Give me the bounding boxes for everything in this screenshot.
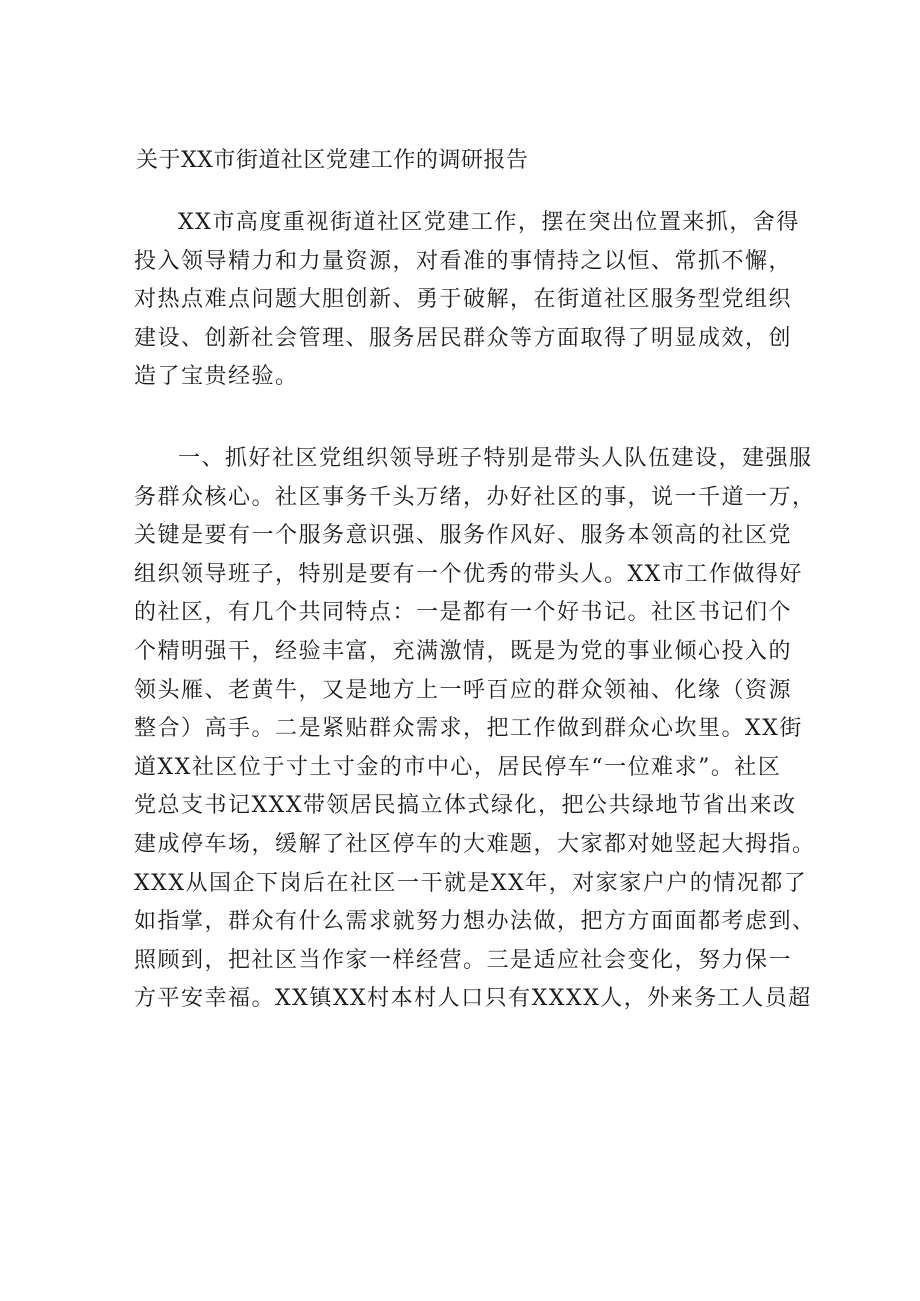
paragraph-line: 党总支书记XXX带领居民搞立体式绿化，把公共绿地节省出来改 [134, 793, 797, 819]
paragraph-line: XXX从国企下岗后在社区一干就是XX年，对家家户户的情况都了 [134, 870, 808, 896]
paragraph-line: 关键是要有一个服务意识强、服务作风好、服务本领高的社区党 [134, 523, 793, 549]
paragraph-line: 建成停车场，缓解了社区停车的大难题，大家都对她竖起大拇指。 [134, 831, 816, 857]
paragraph-line: 个精明强干，经验丰富，充满激情，既是为党的事业倾心投入的 [134, 638, 793, 664]
paragraph-line: 方平安幸福。XX镇XX村本村人口只有XXXX人，外来务工人员超 [134, 986, 812, 1012]
paragraph-line: 建设、创新社会管理、服务居民群众等方面取得了明显成效，创 [134, 325, 793, 351]
paragraph-line: 如指掌，群众有什么需求就努力想办法做，把方方面面都考虑到、 [134, 909, 816, 935]
paragraph-line: 道XX社区位于寸土寸金的市中心，居民停车“一位难求”。社区 [134, 754, 782, 780]
paragraph-line: 组织领导班子，特别是要有一个优秀的带头人。XX市工作做得好 [134, 561, 803, 587]
paragraph-line: 一、抓好社区党组织领导班子特别是带头人队伍建设，建强服 [178, 446, 813, 471]
paragraph-line: 造了宝贵经验。 [134, 364, 299, 390]
paragraph-line: 投入领导精力和力量资源，对看准的事情持之以恒、常抓不懈， [134, 248, 793, 274]
document-title: 关于XX市街道社区党建工作的调研报告 [136, 148, 529, 173]
paragraph-line: 照顾到，把社区当作家一样经营。三是适应社会变化，努力保一 [134, 947, 793, 973]
paragraph-line: 务群众核心。社区事务千头万绪，办好社区的事，说一千道一万， [134, 484, 816, 510]
paragraph-line: 对热点难点问题大胆创新、勇于破解，在街道社区服务型党组织 [134, 287, 793, 313]
paragraph-line: 整合）高手。二是紧贴群众需求，把工作做到群众心坎里。XX街 [134, 716, 803, 742]
intro-paragraph [134, 204, 800, 397]
paragraph-line: XX市高度重视街道社区党建工作，摆在突出位置来抓，舍得 [178, 210, 800, 235]
paragraph-line: 领头雁、老黄牛，又是地方上一呼百应的群众领袖、化缘（资源 [134, 677, 793, 703]
section-one-paragraph [134, 440, 816, 1019]
paragraph-line: 的社区，有几个共同特点：一是都有一个好书记。社区书记们个 [134, 600, 793, 626]
